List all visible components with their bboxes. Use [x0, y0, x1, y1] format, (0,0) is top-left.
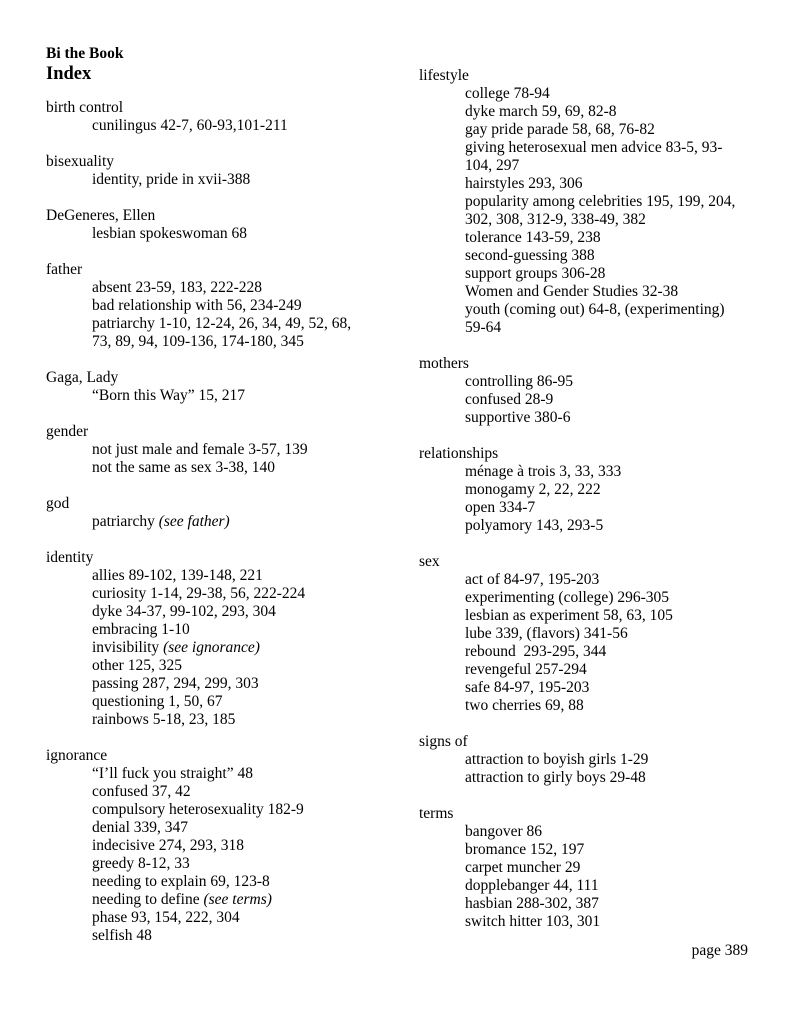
- index-subentry-line: patriarchy (see father): [92, 513, 230, 530]
- index-subentries: [92, 387, 398, 405]
- index-subentry-line: youth (coming out) 64-8, (experimenting): [465, 301, 725, 318]
- index-subentry-line: rebound 293-295, 344: [465, 643, 607, 660]
- index-subentries: [465, 373, 771, 427]
- index-term: Gaga, Lady: [46, 369, 119, 386]
- index-subentry-line: tolerance 143-59, 238: [465, 229, 601, 246]
- index-subentry-line: absent 23-59, 183, 222-228: [92, 279, 263, 296]
- index-subentries: [92, 513, 398, 531]
- index-subentry-line: curiosity 1-14, 29-38, 56, 222-224: [92, 585, 306, 602]
- index-subentry-line: “Born this Way” 15, 217: [92, 387, 246, 404]
- index-subentry-line: dopplebanger 44, 111: [465, 877, 599, 894]
- index-entry: [46, 261, 398, 351]
- index-term: god: [46, 495, 70, 512]
- index-subentry-line: monogamy 2, 22, 222: [465, 481, 601, 498]
- index-subentry-line: hairstyles 293, 306: [465, 175, 583, 192]
- left-column: [46, 44, 398, 945]
- index-term: birth control: [46, 99, 124, 116]
- index-entry: [46, 549, 398, 729]
- index-subentries: [92, 567, 398, 729]
- index-subentry-line: bad relationship with 56, 234-249: [92, 297, 302, 314]
- index-subentry-line: needing to define (see terms): [92, 891, 272, 908]
- index-subentry-line: attraction to girly boys 29-48: [465, 769, 646, 786]
- index-subentry-line: cunilingus 42-7, 60-93,101-211: [92, 117, 288, 134]
- index-subentries: [92, 225, 398, 243]
- index-subentry-line: popularity among celebrities 195, 199, 204,: [465, 193, 736, 210]
- index-subentry-line: lesbian spokeswoman 68: [92, 225, 247, 242]
- index-subentry-line: indecisive 274, 293, 318: [92, 837, 244, 854]
- page-number: page 389: [691, 942, 748, 959]
- index-subentries: [465, 85, 771, 337]
- index-term: mothers: [419, 355, 469, 372]
- index-subentry-line: attraction to boyish girls 1-29: [465, 751, 649, 768]
- index-subentry-line: 302, 308, 312-9, 338-49, 382: [465, 211, 646, 228]
- index-subentry-line: invisibility (see ignorance): [92, 639, 260, 656]
- index-heading: Index: [46, 64, 92, 84]
- index-entry: [46, 99, 398, 135]
- index-subentry-line: “I’ll fuck you straight” 48: [92, 765, 253, 782]
- index-entry: [419, 805, 771, 931]
- index-entry: [419, 67, 771, 337]
- index-subentries: [465, 463, 771, 535]
- index-term: gender: [46, 423, 89, 440]
- index-subentry-line: not the same as sex 3-38, 140: [92, 459, 275, 476]
- index-entry: [46, 369, 398, 405]
- index-subentry-line: denial 339, 347: [92, 819, 188, 836]
- index-subentry-line: confused 37, 42: [92, 783, 191, 800]
- index-subentry-line: passing 287, 294, 299, 303: [92, 675, 259, 692]
- index-subentry-line: rainbows 5-18, 23, 185: [92, 711, 236, 728]
- index-subentry-line: Women and Gender Studies 32-38: [465, 283, 679, 300]
- index-subentry-line: not just male and female 3-57, 139: [92, 441, 308, 458]
- index-subentry-line: patriarchy 1-10, 12-24, 26, 34, 49, 52, 68,: [92, 315, 352, 332]
- index-subentry-line: second-guessing 388: [465, 247, 595, 264]
- right-column: [419, 67, 771, 931]
- index-subentry-line: selfish 48: [92, 927, 152, 944]
- index-subentry-line: dyke march 59, 69, 82-8: [465, 103, 617, 120]
- index-subentry-line: compulsory heterosexuality 182-9: [92, 801, 304, 818]
- index-subentry-line: ménage à trois 3, 33, 333: [465, 463, 622, 480]
- index-entry: [46, 207, 398, 243]
- index-subentry-line: 59-64: [465, 319, 502, 336]
- index-entry: [419, 553, 771, 715]
- index-subentry-line: 104, 297: [465, 157, 520, 174]
- index-subentry-line: safe 84-97, 195-203: [465, 679, 590, 696]
- index-subentry-line: two cherries 69, 88: [465, 697, 584, 714]
- index-subentry-line: dyke 34-37, 99-102, 293, 304: [92, 603, 276, 620]
- index-subentry-line: carpet muncher 29: [465, 859, 581, 876]
- index-subentry-line: greedy 8-12, 33: [92, 855, 190, 872]
- index-subentry-line: confused 28-9: [465, 391, 554, 408]
- index-term: bisexuality: [46, 153, 115, 170]
- index-subentries: [92, 279, 398, 351]
- book-title: Bi the Book: [46, 45, 124, 62]
- index-subentries: [92, 441, 398, 477]
- index-entry: [46, 747, 398, 945]
- index-subentry-line: experimenting (college) 296-305: [465, 589, 670, 606]
- index-subentry-line: switch hitter 103, 301: [465, 913, 601, 930]
- index-subentry-line: college 78-94: [465, 85, 550, 102]
- index-subentry-line: bromance 152, 197: [465, 841, 585, 858]
- index-entry: [419, 445, 771, 535]
- index-subentries: [92, 117, 398, 135]
- index-subentry-line: hasbian 288-302, 387: [465, 895, 599, 912]
- index-subentry-line: allies 89-102, 139-148, 221: [92, 567, 263, 584]
- index-entry: [419, 355, 771, 427]
- left-column-entries: [46, 99, 398, 945]
- index-term: relationships: [419, 445, 499, 462]
- index-entry: [46, 495, 398, 531]
- index-subentry-line: giving heterosexual men advice 83-5, 93-: [465, 139, 723, 156]
- index-subentry-line: polyamory 143, 293-5: [465, 517, 604, 534]
- index-subentry-line: phase 93, 154, 222, 304: [92, 909, 240, 926]
- index-term: father: [46, 261, 83, 278]
- index-term: ignorance: [46, 747, 108, 764]
- index-subentry-line: act of 84-97, 195-203: [465, 571, 600, 588]
- index-subentry-line: identity, pride in xvii-388: [92, 171, 251, 188]
- index-subentry-line: bangover 86: [465, 823, 543, 840]
- index-term: identity: [46, 549, 94, 566]
- index-subentry-line: supportive 380-6: [465, 409, 571, 426]
- index-entry: [46, 153, 398, 189]
- index-subentries: [465, 751, 771, 787]
- index-term: signs of: [419, 733, 468, 750]
- index-term: DeGeneres, Ellen: [46, 207, 156, 224]
- index-subentry-line: open 334-7: [465, 499, 536, 516]
- index-subentry-line: 73, 89, 94, 109-136, 174-180, 345: [92, 333, 304, 350]
- index-subentry-line: lesbian as experiment 58, 63, 105: [465, 607, 673, 624]
- index-term: lifestyle: [419, 67, 469, 84]
- index-subentries: [92, 765, 398, 945]
- index-subentries: [92, 171, 398, 189]
- index-subentry-line: embracing 1-10: [92, 621, 190, 638]
- index-entry: [419, 733, 771, 787]
- index-subentry-line: gay pride parade 58, 68, 76-82: [465, 121, 655, 138]
- index-subentries: [465, 571, 771, 715]
- index-subentry-line: needing to explain 69, 123-8: [92, 873, 270, 890]
- index-term: sex: [419, 553, 440, 570]
- index-entry: [46, 423, 398, 477]
- index-subentry-line: lube 339, (flavors) 341-56: [465, 625, 628, 642]
- index-subentry-line: revengeful 257-294: [465, 661, 587, 678]
- index-term: terms: [419, 805, 454, 822]
- index-subentry-line: other 125, 325: [92, 657, 182, 674]
- index-subentry-line: questioning 1, 50, 67: [92, 693, 223, 710]
- index-subentries: [465, 823, 771, 931]
- index-subentry-line: controlling 86-95: [465, 373, 574, 390]
- index-subentry-line: support groups 306-28: [465, 265, 606, 282]
